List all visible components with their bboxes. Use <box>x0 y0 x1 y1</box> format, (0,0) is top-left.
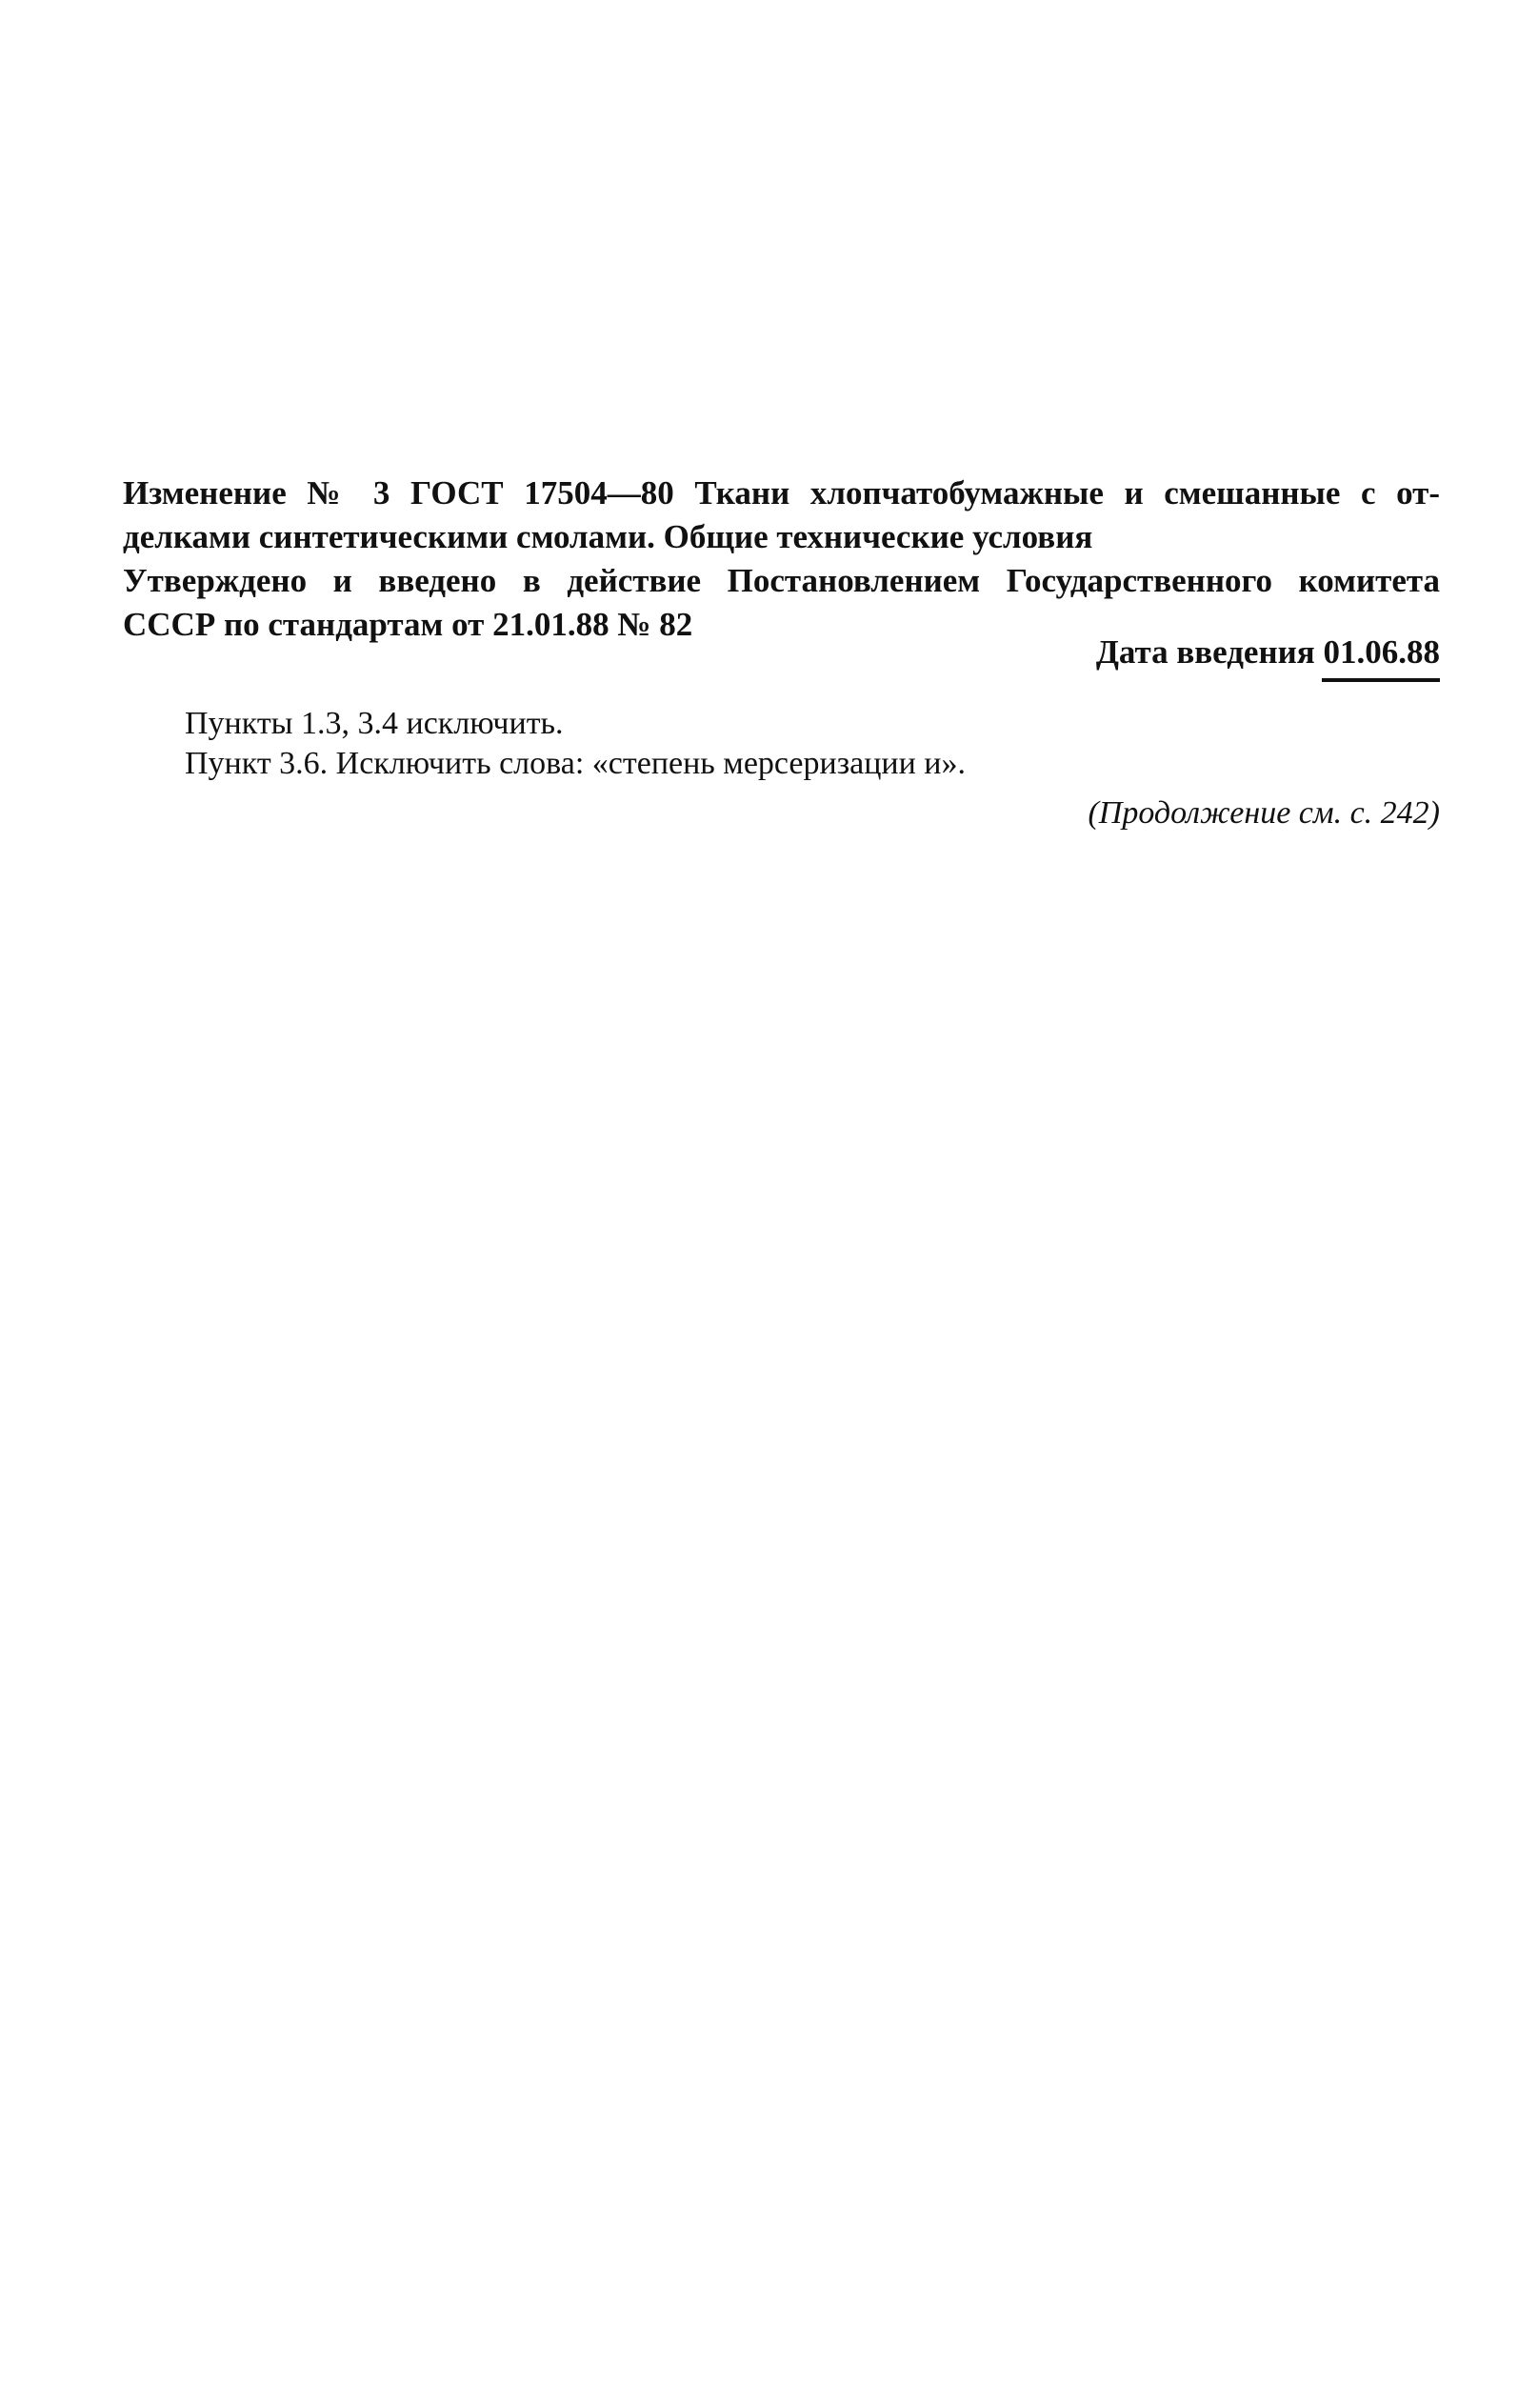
effective-date-value: 01.06.88 <box>1323 633 1440 671</box>
approval-statement-line-2: СССР по стандартам от 21.01.88 № 82 <box>123 606 693 643</box>
amendment-body <box>185 704 1440 784</box>
approval-statement-line-1: Утверждено и введено в действие Постановлением Государственного комитета <box>123 562 1440 599</box>
amendment-heading-line-2: делками синтетическими смолами. Общие технические условия <box>123 518 1093 555</box>
amendment-heading <box>123 472 1440 559</box>
effective-date-underline <box>1322 678 1441 682</box>
amendment-heading-line-1: Изменение № 3 ГОСТ 17504—80 Ткани хлопчатобумажные и смешанные с от- <box>123 474 1440 512</box>
effective-date-value-wrapper <box>1324 631 1441 674</box>
effective-date-label: Дата введения <box>1095 633 1315 671</box>
amendment-paragraph-1: Пункты 1.3, 3.4 исключить. <box>185 706 564 741</box>
amendment-paragraph-2: Пункт 3.6. Исключить слова: «степень мерсеризации и». <box>185 746 967 781</box>
continuation-note: (Продолжение см. с. 242) <box>1088 795 1440 831</box>
effective-date-line <box>123 631 1440 674</box>
